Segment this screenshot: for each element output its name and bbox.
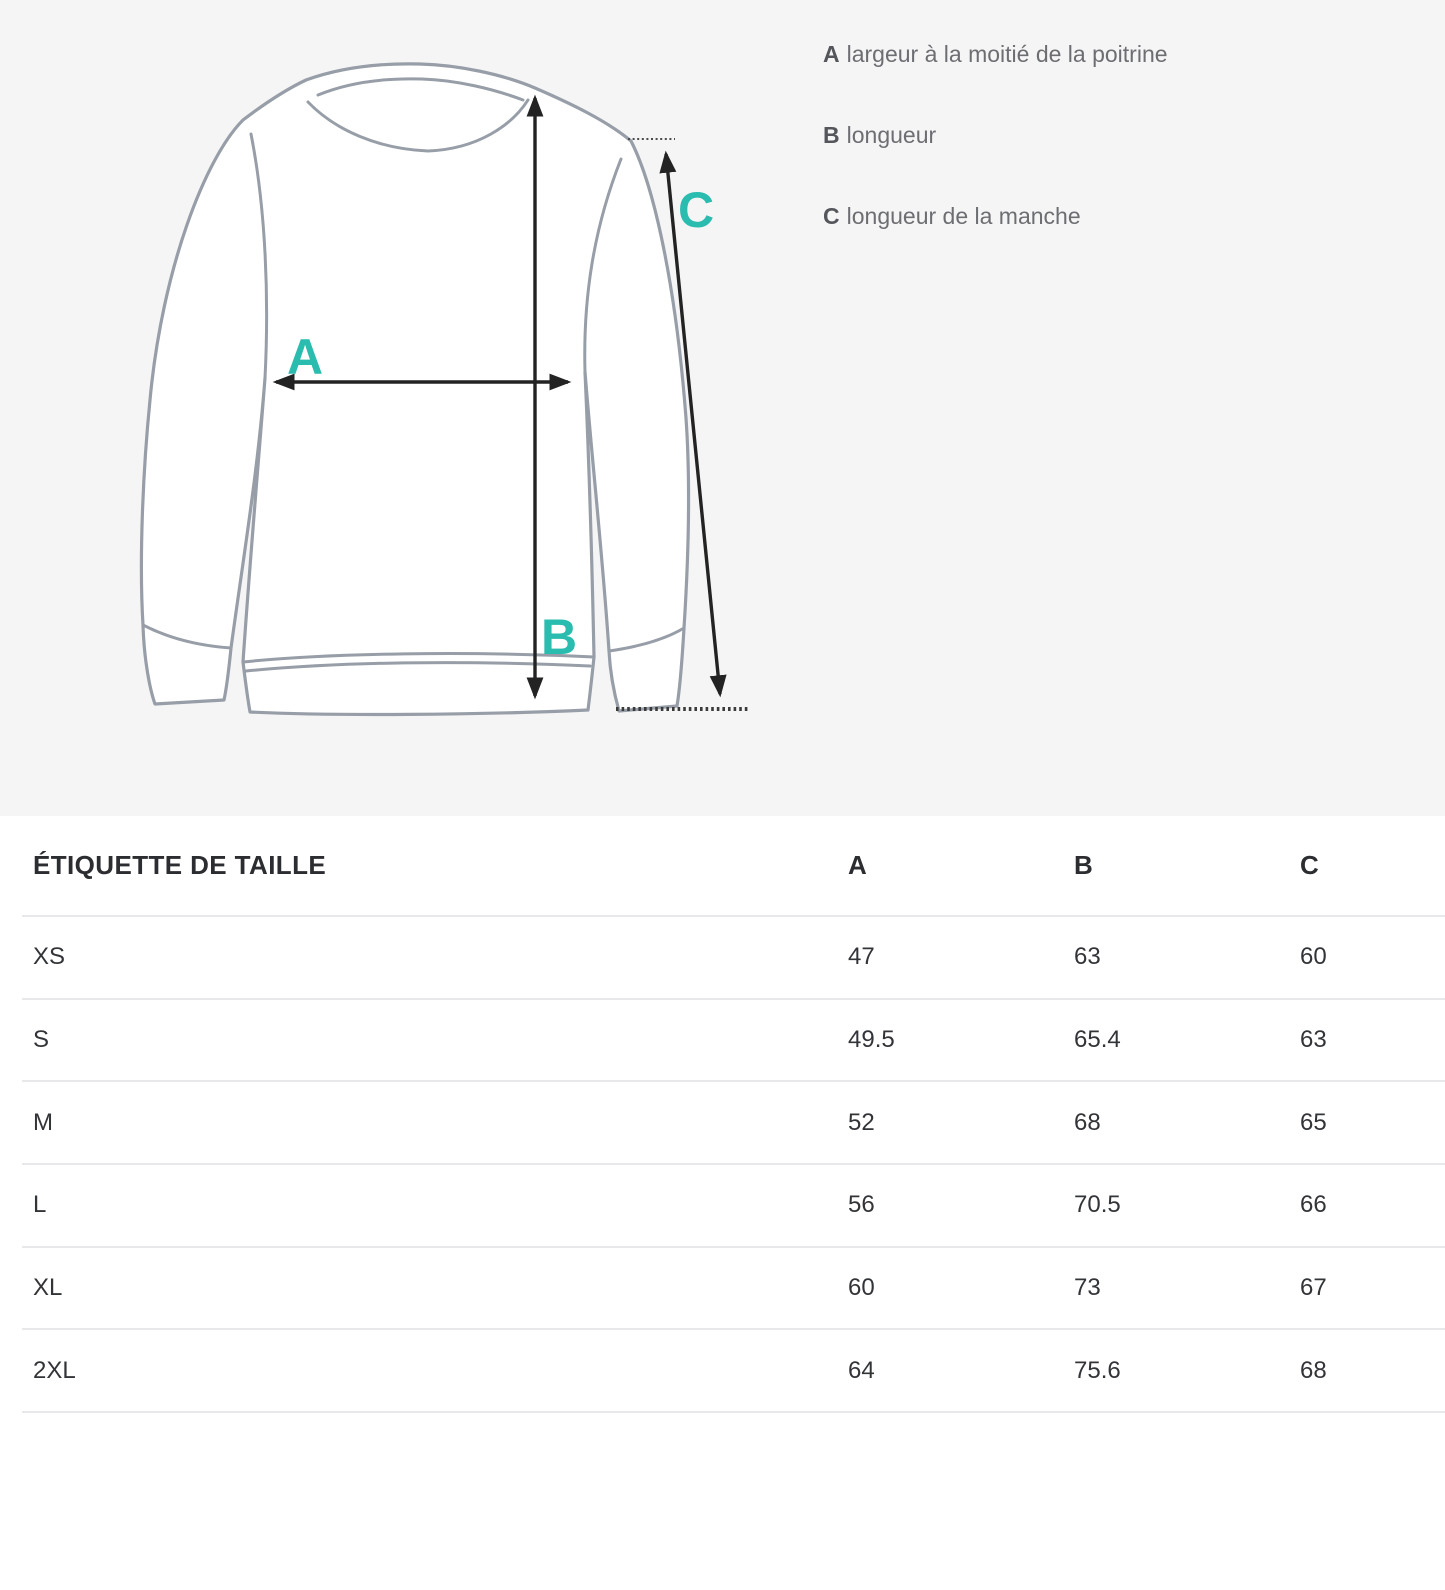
value-a: 60 [848,1274,875,1302]
size-label: L [33,1191,47,1219]
value-c: 63 [1300,1026,1327,1054]
size-label: XS [33,943,66,971]
value-b: 68 [1074,1108,1101,1136]
table-row-m [22,1080,1445,1163]
size-table [22,816,1445,1413]
legend-item-a [823,43,1168,66]
value-a: 47 [848,943,875,971]
size-label: XL [33,1274,63,1302]
diagram-label-a: A [286,329,324,385]
column-header-a: A [848,850,868,880]
legend-letter-c: C [823,203,840,229]
table-row-xs [22,915,1445,998]
diagram-label-c: C [677,182,715,238]
measurement-legend [823,43,1168,228]
size-table-title: ÉTIQUETTE DE TAILLE [33,850,327,880]
legend-item-c [823,205,1168,228]
legend-text-c: longueur de la manche [846,203,1081,229]
value-c: 66 [1300,1191,1327,1219]
size-label: S [33,1026,50,1054]
size-label: M [33,1108,53,1136]
column-header-c: C [1300,850,1320,880]
value-c: 60 [1300,943,1327,971]
value-c: 65 [1300,1108,1327,1136]
diagram-label-b: B [540,609,578,665]
value-c: 67 [1300,1274,1327,1302]
value-c: 68 [1300,1356,1327,1384]
legend-text-a: largeur à la moitié de la poitrine [846,41,1168,67]
sweatshirt-measurement-diagram [120,30,770,730]
value-b: 73 [1074,1274,1101,1302]
table-row-2xl [22,1328,1445,1411]
size-table-header-row [22,816,1445,915]
value-b: 75.6 [1074,1356,1121,1384]
sweatshirt-outline [141,64,688,715]
legend-text-b: longueur [846,122,937,148]
legend-letter-b: B [823,122,840,148]
legend-letter-a: A [823,41,840,67]
table-row-xl [22,1246,1445,1329]
value-b: 63 [1074,943,1101,971]
column-header-b: B [1074,850,1094,880]
value-a: 64 [848,1356,875,1384]
value-b: 65.4 [1074,1026,1121,1054]
value-b: 70.5 [1074,1191,1121,1219]
table-row-s [22,998,1445,1081]
size-label: 2XL [33,1356,76,1384]
value-a: 52 [848,1108,875,1136]
table-row-l [22,1163,1445,1246]
value-a: 56 [848,1191,875,1219]
value-a: 49.5 [848,1026,895,1054]
legend-item-b [823,124,1168,147]
